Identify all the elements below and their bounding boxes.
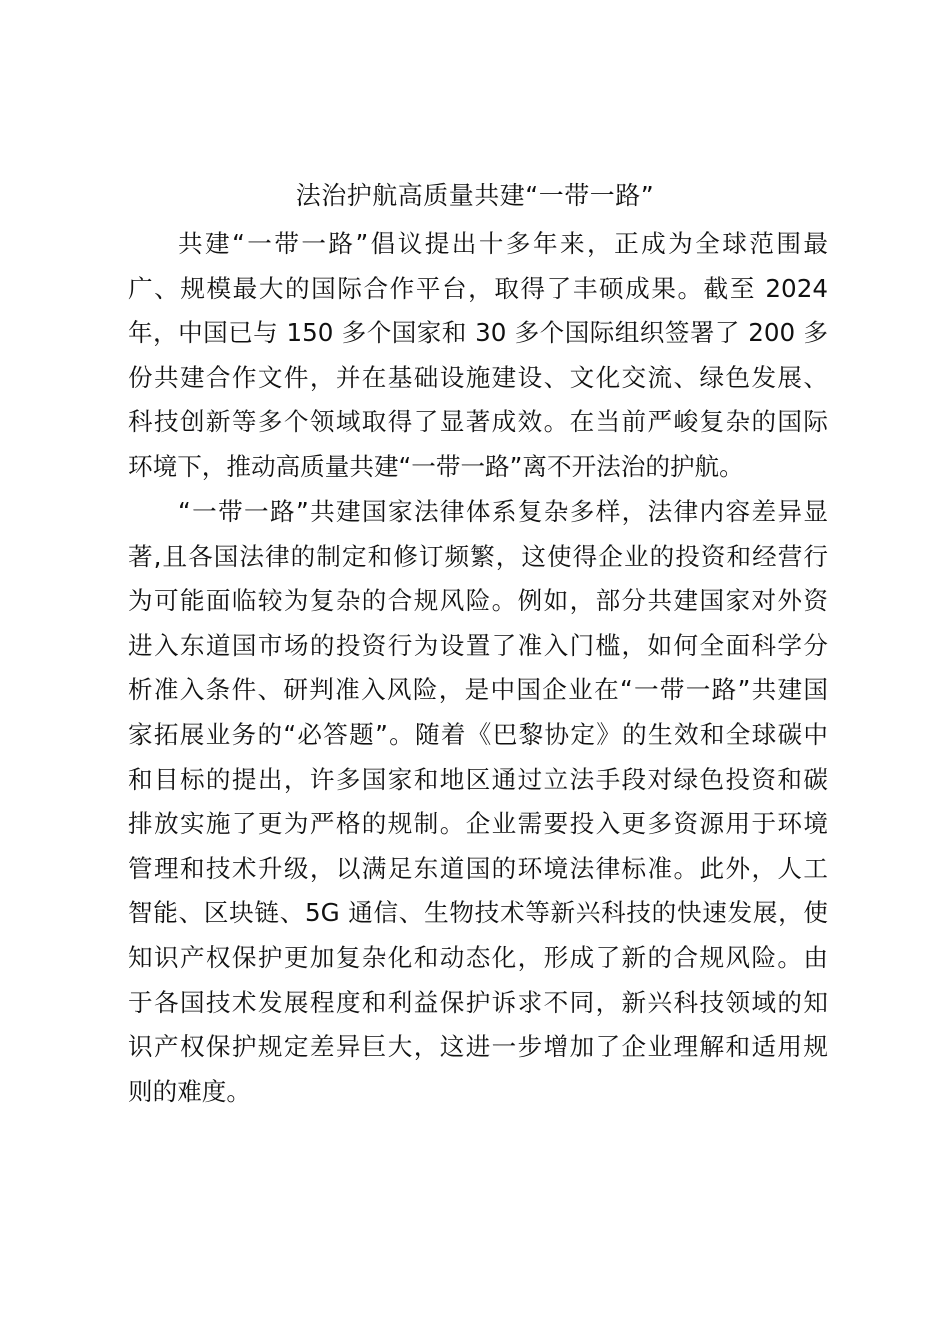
paragraph-line: 广、规模最大的国际合作平台，取得了丰硕成果。截至 2024 bbox=[128, 273, 828, 303]
paragraph-line: 智能、区块链、5G 通信、生物技术等新兴科技的快速发展，使 bbox=[128, 898, 828, 928]
paragraph-line: 管理和技术升级，以满足东道国的环境法律标准。此外，人工 bbox=[128, 853, 828, 883]
paragraph-line: 则的难度。 bbox=[128, 1076, 251, 1106]
document-title: 法治护航高质量共建“一带一路” bbox=[295, 181, 655, 210]
paragraph-line: 共建“一带一路”倡议提出十多年来，正成为全球范围最 bbox=[178, 229, 828, 258]
paragraph-line: 知识产权保护更加复杂化和动态化，形成了新的合规风险。由 bbox=[128, 942, 828, 972]
paragraph-line: 科技创新等多个领域取得了显著成效。在当前严峻复杂的国际 bbox=[128, 407, 828, 437]
paragraph-line: 排放实施了更为严格的规制。企业需要投入更多资源用于环境 bbox=[128, 809, 828, 839]
paragraph-line: 识产权保护规定差异巨大，这进一步增加了企业理解和适用规 bbox=[128, 1032, 828, 1062]
paragraph-line: 年，中国已与 150 多个国家和 30 多个国际组织签署了 200 多 bbox=[128, 318, 828, 348]
paragraph-line: 份共建合作文件，并在基础设施建设、文化交流、绿色发展、 bbox=[128, 362, 828, 392]
paragraph-1 bbox=[128, 222, 828, 490]
paragraph-line: “一带一路”共建国家法律体系复杂多样，法律内容差异显 bbox=[178, 497, 828, 526]
paragraph-line: 为可能面临较为复杂的合规风险。例如，部分共建国家对外资 bbox=[128, 586, 828, 616]
paragraph-line: 家拓展业务的“必答题”。随着《巴黎协定》的生效和全球碳中 bbox=[128, 719, 828, 749]
paragraph-line: 于各国技术发展程度和利益保护诉求不同，新兴科技领域的知 bbox=[128, 987, 828, 1017]
paragraph-line: 析准入条件、研判准入风险，是中国企业在“一带一路”共建国 bbox=[128, 675, 829, 705]
paragraph-line: 进入东道国市场的投资行为设置了准入门槛，如何全面科学分 bbox=[128, 630, 828, 660]
paragraph-line: 著,且各国法律的制定和修订频繁，这使得企业的投资和经营行 bbox=[128, 541, 828, 571]
paragraph-line: 环境下，推动高质量共建“一带一路”离不开法治的护航。 bbox=[128, 451, 744, 481]
paragraph-2 bbox=[128, 490, 828, 1114]
paragraph-line: 和目标的提出，许多国家和地区通过立法手段对绿色投资和碳 bbox=[128, 764, 828, 794]
